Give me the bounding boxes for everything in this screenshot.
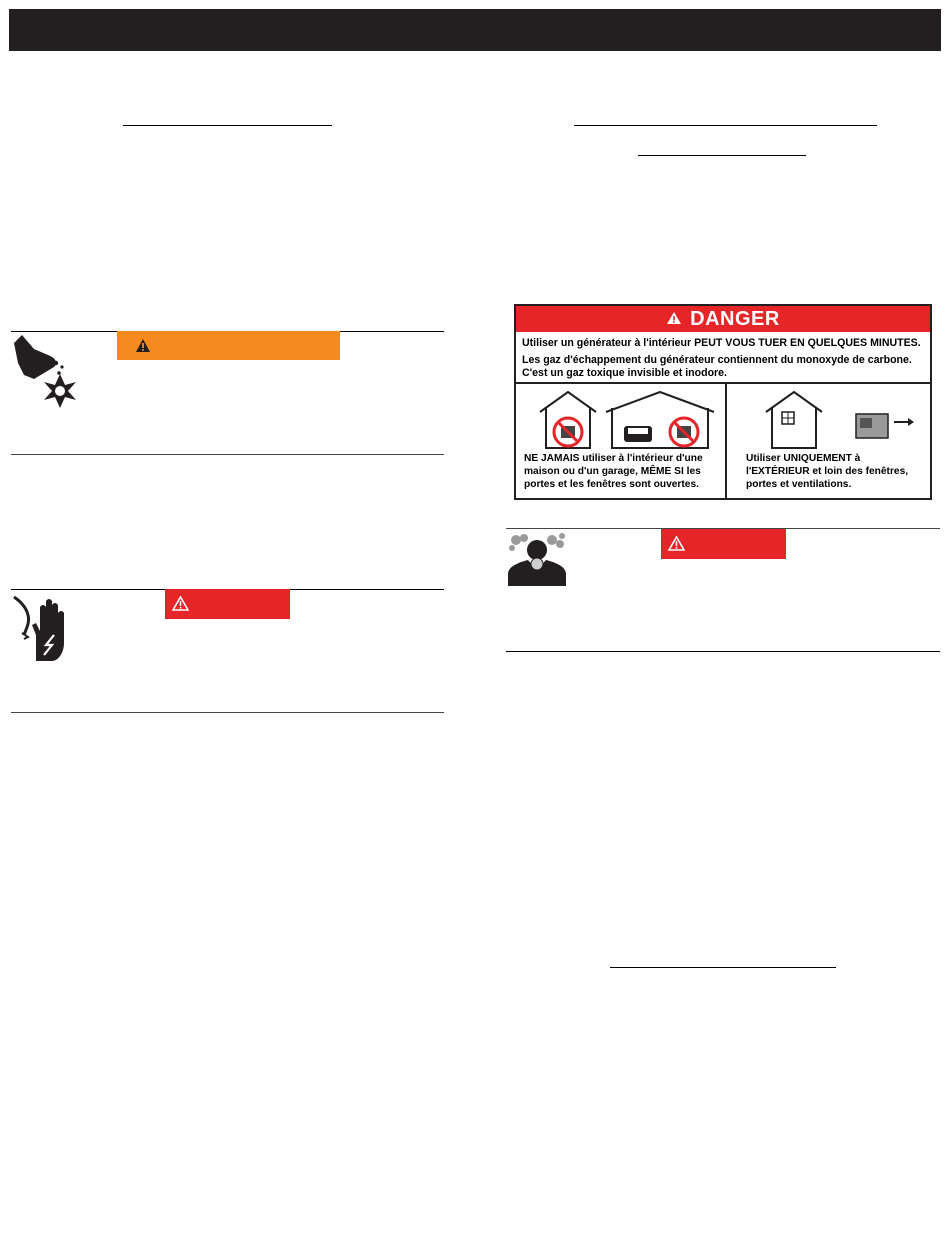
danger-label-right-caption: Utiliser UNIQUEMENT à l'EXTÉRIEUR et loin des fenêtres, portes et ventilations.	[746, 453, 909, 490]
no-generator-indoors-icon	[538, 390, 718, 450]
right-lower-heading-underline	[610, 967, 836, 968]
danger-signal-word-box-right	[661, 529, 786, 559]
danger-label-left-caption: NE JAMAIS utiliser à l'intérieur d'une maison ou d'un garage, MÊME SI les portes et les fenêtres sont ouvertes.	[524, 453, 703, 490]
electric-shock-hand-icon	[12, 591, 72, 672]
shock-section-bottom-rule	[11, 712, 444, 713]
generator-outdoors-icon	[764, 390, 920, 450]
danger-label-vertical-divider	[725, 382, 727, 498]
left-heading-underline	[123, 125, 332, 126]
danger-signal-word-box-left	[165, 589, 290, 619]
danger-label-line1: Utiliser un générateur à l'intérieur PEUT VOUS TUER EN QUELQUES MINUTES.	[522, 337, 921, 349]
toxic-fumes-person-icon	[506, 530, 568, 593]
generator-danger-label	[514, 304, 932, 500]
danger-label-line2: Les gaz d'échappement du générateur contiennent du monoxyde de carbone. C'est un gaz toxique invisible et inodore.	[522, 354, 912, 379]
fumes-section-bottom-rule	[506, 651, 940, 652]
warning-triangle-icon	[135, 338, 151, 353]
warning-section-bottom-rule	[11, 454, 444, 455]
header-bar	[9, 9, 941, 51]
warning-triangle-icon	[666, 308, 682, 331]
warning-triangle-icon	[668, 536, 685, 551]
danger-label-header	[516, 306, 930, 332]
right-heading-underline-1	[574, 125, 877, 126]
danger-label-divider	[516, 382, 930, 384]
warning-triangle-icon	[172, 596, 189, 611]
warning-signal-word-box	[117, 331, 340, 360]
right-heading-underline-2	[638, 155, 806, 156]
hand-cut-by-blade-icon	[12, 333, 82, 414]
danger-label-title: DANGER	[690, 307, 780, 330]
